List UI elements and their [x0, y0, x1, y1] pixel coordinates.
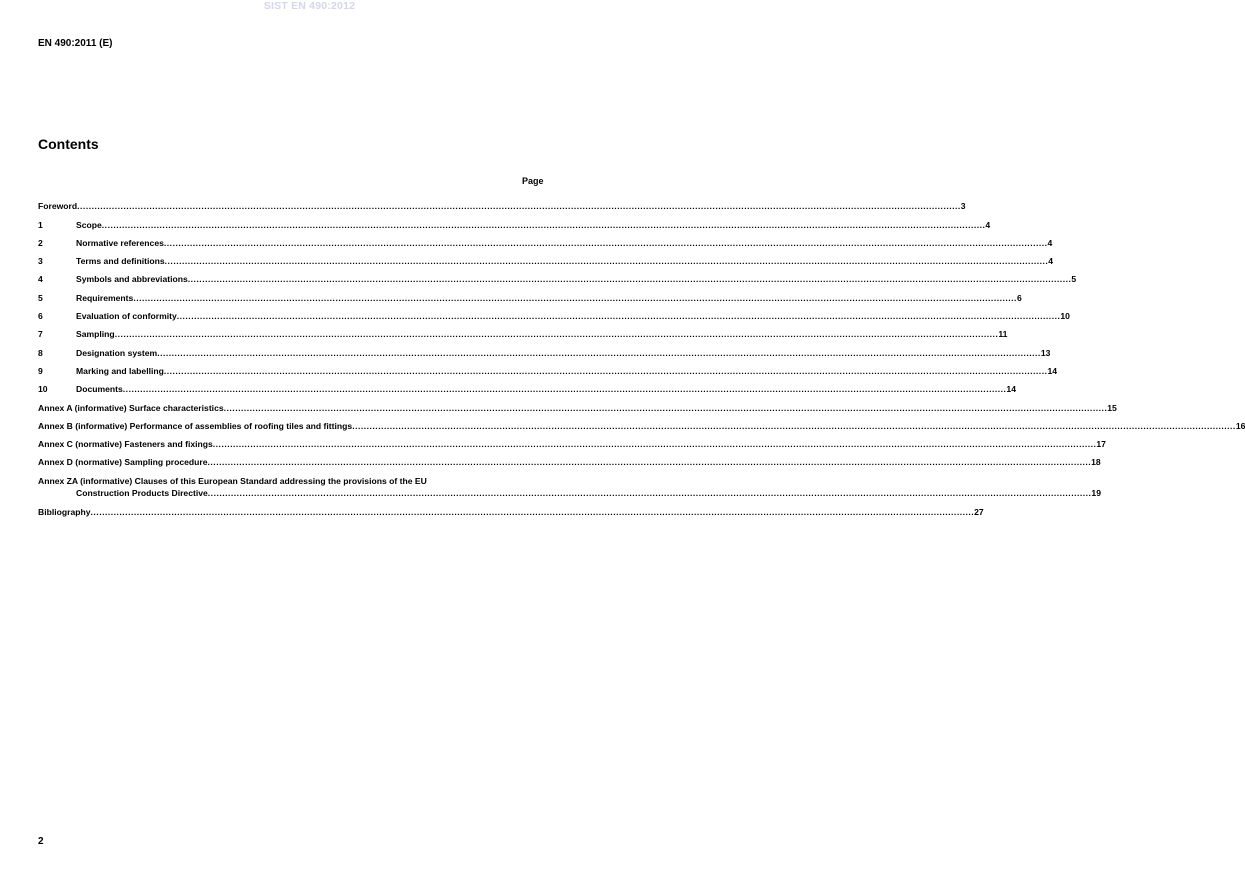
- toc-entry-annex-za[interactable]: [38, 467, 1101, 499]
- toc-entry-title: Symbols and abbreviations: [76, 274, 188, 285]
- toc-entry-sampling[interactable]: [38, 321, 1008, 340]
- toc-entry-page: 19: [1091, 488, 1101, 499]
- toc-entry-number: 6: [38, 311, 43, 322]
- toc-entry-annex-c[interactable]: [38, 431, 1106, 450]
- toc-entry-page: 16: [1235, 420, 1245, 431]
- toc-entry-number: 7: [38, 329, 43, 340]
- toc-entry-title: Annex C (normative) Fasteners and fixings: [38, 439, 213, 450]
- toc-entry-page: 13: [1040, 347, 1051, 358]
- toc-entry-page: 5: [1071, 274, 1077, 285]
- toc-entry-title-continued: Construction Products Directive: [76, 488, 208, 499]
- toc-entry-number: 10: [38, 384, 48, 395]
- toc-dot-leader: [157, 348, 1041, 358]
- toc-entry-requirements[interactable]: [38, 284, 1022, 303]
- table-of-contents: [38, 193, 1245, 517]
- toc-entry-annex-d[interactable]: [38, 449, 1101, 468]
- toc-dot-leader: [352, 421, 1236, 431]
- toc-entry-page: 15: [1107, 402, 1117, 413]
- toc-dot-leader: [177, 311, 1061, 321]
- toc-entry-title: Annex B (informative) Performance of assemblies of roofing tiles and fittings: [38, 420, 353, 431]
- toc-entry-title: Bibliography: [38, 506, 91, 517]
- toc-dot-leader: [164, 366, 1048, 376]
- toc-entry-title: Marking and labelling: [76, 365, 164, 376]
- document-code: EN 490:2011 (E): [38, 38, 113, 49]
- toc-entry-number: 2: [38, 237, 43, 248]
- toc-entry-documents[interactable]: [38, 376, 1016, 395]
- toc-dot-leader: [91, 507, 975, 517]
- toc-entry-title: Annex ZA (informative) Clauses of this European Standard addressing the provisions of the EU: [38, 476, 427, 487]
- toc-entry-title: Annex A (informative) Surface characteristics: [38, 402, 224, 413]
- toc-entry-page: 18: [1091, 457, 1101, 468]
- toc-entry-page: 4: [1047, 237, 1053, 248]
- toc-dot-leader: [77, 201, 961, 211]
- toc-entry-number: 8: [38, 347, 43, 358]
- toc-entry-terms-and-definitions[interactable]: [38, 248, 1054, 267]
- toc-entry-bibliography[interactable]: [38, 498, 984, 517]
- toc-entry-title: Designation system: [76, 347, 158, 358]
- toc-dot-leader: [188, 274, 1072, 284]
- toc-entry-number: 9: [38, 365, 43, 376]
- toc-entry-title: Requirements: [76, 292, 134, 303]
- toc-entry-page: 4: [985, 219, 991, 230]
- toc-entry-title: Evaluation of conformity: [76, 311, 177, 322]
- toc-dot-leader: [164, 238, 1048, 248]
- toc-entry-number: 3: [38, 256, 43, 267]
- toc-entry-symbols-and-abbreviations[interactable]: [38, 266, 1077, 285]
- toc-entry-page: 6: [1016, 292, 1022, 303]
- toc-entry-title: Annex D (normative) Sampling procedure: [38, 457, 208, 468]
- toc-entry-scope[interactable]: [38, 211, 991, 230]
- toc-entry-page: 11: [998, 329, 1008, 340]
- toc-dot-leader: [133, 293, 1017, 303]
- toc-entry-foreword[interactable]: [38, 193, 966, 212]
- toc-dot-leader: [224, 403, 1108, 413]
- page-number: 2: [38, 836, 44, 847]
- page-column-label: Page: [522, 176, 544, 186]
- toc-entry-annex-a[interactable]: [38, 394, 1117, 413]
- toc-entry-page: 27: [974, 506, 984, 517]
- toc-entry-page: 14: [1006, 384, 1016, 395]
- toc-entry-number: 1: [38, 219, 43, 230]
- toc-dot-leader: [115, 329, 999, 339]
- toc-entry-annex-b[interactable]: [38, 413, 1245, 431]
- watermark: SIST EN 490:2012: [263, 0, 356, 12]
- contents-heading: Contents: [38, 136, 99, 152]
- toc-dot-leader: [102, 220, 986, 230]
- toc-entry-page: 4: [1048, 256, 1054, 267]
- toc-entry-designation-system[interactable]: [38, 339, 1051, 358]
- toc-entry-evaluation-of-conformity[interactable]: [38, 303, 1070, 322]
- toc-entry-title: Normative references: [76, 237, 164, 248]
- toc-entry-title: Scope: [76, 219, 102, 230]
- toc-entry-number: 5: [38, 292, 43, 303]
- toc-dot-leader: [213, 439, 1097, 449]
- toc-dot-leader: [208, 457, 1092, 467]
- toc-entry-number: 4: [38, 274, 43, 285]
- toc-entry-page: 17: [1096, 439, 1106, 450]
- toc-entry-page: 10: [1060, 311, 1070, 322]
- toc-entry-normative-references[interactable]: [38, 230, 1053, 248]
- toc-entry-title: Foreword: [38, 201, 78, 212]
- toc-entry-title: Terms and definitions: [76, 256, 165, 267]
- toc-entry-page: 3: [960, 201, 966, 212]
- toc-dot-leader: [208, 488, 1092, 498]
- toc-dot-leader: [123, 384, 1007, 394]
- toc-entry-title: Sampling: [76, 329, 115, 340]
- toc-entry-title: Documents: [76, 384, 123, 395]
- toc-entry-marking-and-labelling[interactable]: [38, 358, 1058, 376]
- toc-entry-page: 14: [1047, 365, 1058, 376]
- toc-dot-leader: [165, 256, 1049, 266]
